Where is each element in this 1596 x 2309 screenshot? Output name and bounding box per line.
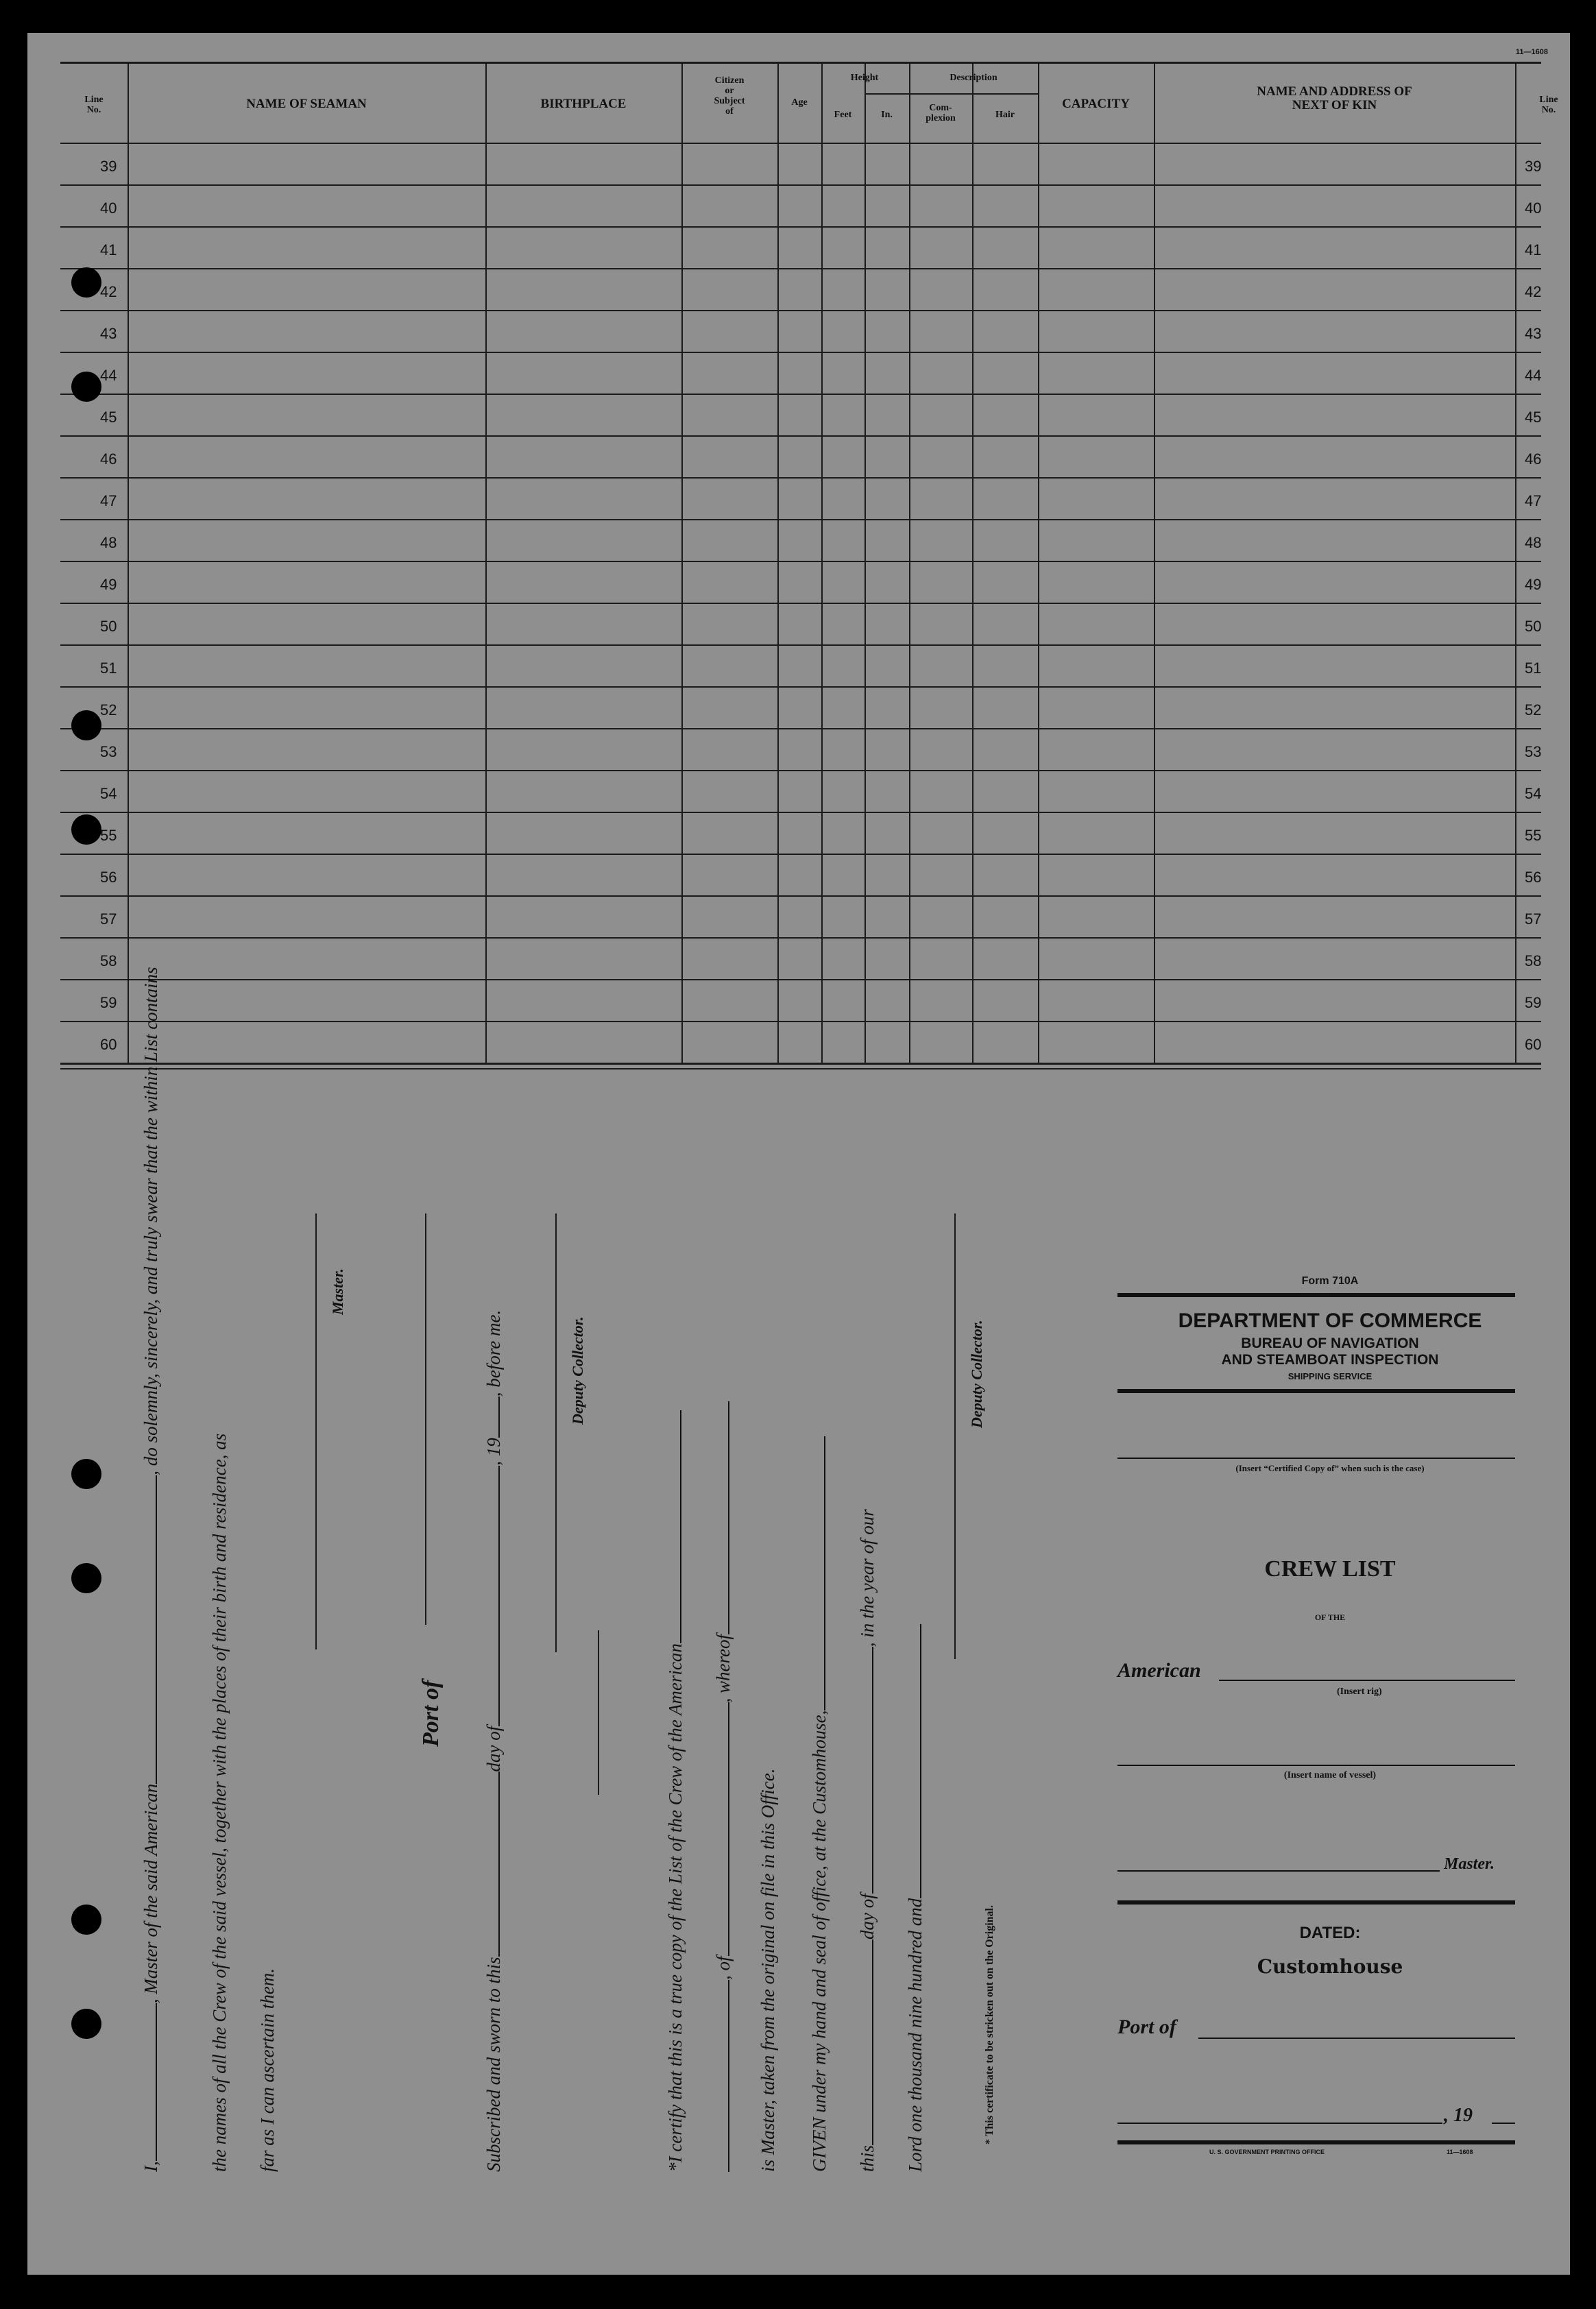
subheader-rule bbox=[864, 93, 1038, 95]
header-bottom-rule bbox=[60, 143, 1541, 144]
of-the-label: OF THE bbox=[1314, 1612, 1346, 1622]
punch-hole bbox=[71, 1459, 101, 1489]
dated-label: DATED: bbox=[1299, 1924, 1361, 1942]
column-line bbox=[909, 62, 910, 1063]
row-number-right: 51 bbox=[1525, 660, 1542, 677]
row-number-right: 60 bbox=[1525, 1036, 1542, 1053]
deputy-collector-line-1 bbox=[555, 1213, 557, 1652]
column-line bbox=[864, 62, 866, 1063]
column-line bbox=[972, 62, 974, 1063]
row-number-left: 57 bbox=[100, 910, 117, 928]
row-number-left: 50 bbox=[100, 618, 117, 635]
column-line bbox=[821, 62, 823, 1063]
row-line bbox=[60, 477, 1541, 479]
cover-port-of-label: Port of bbox=[1117, 2016, 1176, 2038]
row-line bbox=[60, 937, 1541, 939]
date-line bbox=[1117, 2123, 1442, 2124]
row-line bbox=[60, 979, 1541, 980]
row-line bbox=[60, 854, 1541, 855]
row-number-right: 50 bbox=[1525, 618, 1542, 635]
row-number-right: 41 bbox=[1525, 241, 1542, 258]
cover-rule-2 bbox=[1117, 1389, 1515, 1393]
cover-top-rule bbox=[1117, 1293, 1515, 1297]
row-number-right: 54 bbox=[1525, 785, 1542, 802]
certificate-line-5: thisday of, in the year of our bbox=[854, 1509, 878, 2172]
certificate-line-1: *I certify that this is a true copy of the List of the Crew of the American bbox=[662, 1410, 686, 2172]
master-signature-line bbox=[315, 1213, 317, 1649]
header-height: Height bbox=[850, 73, 879, 83]
certified-copy-note: (Insert “Certified Copy of” when such is the case) bbox=[1235, 1463, 1425, 1473]
crew-list-form bbox=[27, 33, 1570, 2275]
row-line bbox=[60, 519, 1541, 520]
certificate-line-6: Lord one thousand nine hundred and bbox=[902, 1624, 926, 2172]
american-label: American bbox=[1117, 1659, 1201, 1682]
row-number-left: 47 bbox=[100, 492, 117, 509]
service-line: SHIPPING SERVICE bbox=[1287, 1371, 1373, 1381]
row-number-left: 56 bbox=[100, 869, 117, 886]
row-number-left: 55 bbox=[100, 827, 117, 844]
row-line bbox=[60, 770, 1541, 771]
row-number-left: 42 bbox=[100, 283, 117, 300]
punch-hole bbox=[71, 267, 101, 298]
row-number-right: 39 bbox=[1525, 158, 1542, 175]
row-line bbox=[60, 352, 1541, 353]
table-bottom-rule-2 bbox=[60, 1068, 1541, 1069]
master-name-line bbox=[1117, 1870, 1440, 1872]
row-line bbox=[60, 268, 1541, 269]
row-line bbox=[60, 394, 1541, 395]
year-label: , 19 bbox=[1444, 2105, 1473, 2126]
vessel-name-line bbox=[1117, 1765, 1515, 1766]
column-line bbox=[1038, 62, 1039, 1063]
row-number-right: 47 bbox=[1525, 492, 1542, 509]
column-line bbox=[485, 62, 487, 1063]
certificate-line-3: is Master, taken from the original on file in this Office. bbox=[758, 1768, 778, 2172]
department-title: DEPARTMENT OF COMMERCE bbox=[1178, 1309, 1482, 1332]
row-number-right: 52 bbox=[1525, 701, 1542, 718]
insert-rig-note: (Insert rig) bbox=[1337, 1687, 1382, 1697]
row-number-right: 44 bbox=[1525, 367, 1542, 384]
cover-rule-3 bbox=[1117, 1900, 1515, 1905]
row-number-left: 40 bbox=[100, 200, 117, 217]
row-line bbox=[60, 603, 1541, 604]
deputy-collector-label-1: Deputy Collector. bbox=[569, 1316, 586, 1425]
certificate-line-2: , of, whereof bbox=[710, 1401, 734, 2172]
header-feet: Feet bbox=[834, 110, 852, 120]
row-line bbox=[60, 1063, 1541, 1064]
port-of-label: Port of bbox=[418, 1680, 444, 1747]
row-line bbox=[60, 644, 1541, 646]
cover-master-label: Master. bbox=[1444, 1855, 1495, 1873]
subscribed-line: Subscribed and sworn to thisday of, 19, before me. bbox=[480, 1310, 505, 2172]
header-line-no-right: Line No. bbox=[1539, 95, 1558, 115]
crew-table bbox=[60, 62, 1558, 1119]
certificate-line-4: GIVEN under my hand and seal of office, at the Customhouse, bbox=[806, 1436, 830, 2172]
row-number-left: 48 bbox=[100, 534, 117, 551]
column-line bbox=[128, 62, 129, 1063]
header-next-of-kin: NAME AND ADDRESS OF NEXT OF KIN bbox=[1257, 84, 1412, 112]
row-number-left: 46 bbox=[100, 450, 117, 468]
row-number-right: 53 bbox=[1525, 743, 1542, 760]
row-number-right: 43 bbox=[1525, 325, 1542, 342]
master-label: Master. bbox=[329, 1268, 346, 1315]
certified-copy-line bbox=[1117, 1458, 1515, 1459]
row-number-left: 52 bbox=[100, 701, 117, 718]
row-number-left: 58 bbox=[100, 952, 117, 969]
row-line bbox=[60, 310, 1541, 311]
row-number-left: 54 bbox=[100, 785, 117, 802]
row-number-right: 49 bbox=[1525, 576, 1542, 593]
header-hair: Hair bbox=[995, 110, 1015, 120]
deputy-collector-label-2: Deputy Collector. bbox=[968, 1320, 985, 1428]
punch-hole bbox=[71, 814, 101, 845]
column-line bbox=[681, 62, 683, 1063]
row-line bbox=[60, 1021, 1541, 1022]
insert-vessel-note: (Insert name of vessel) bbox=[1283, 1770, 1377, 1780]
row-number-left: 49 bbox=[100, 576, 117, 593]
punch-hole bbox=[71, 1563, 101, 1593]
row-number-left: 59 bbox=[100, 994, 117, 1011]
header-description: Description bbox=[950, 73, 998, 83]
row-number-right: 55 bbox=[1525, 827, 1542, 844]
punch-hole bbox=[71, 372, 101, 402]
punch-hole bbox=[71, 710, 101, 740]
header-inches: In. bbox=[881, 110, 893, 120]
punch-hole bbox=[71, 2009, 101, 2039]
rig-line bbox=[1219, 1680, 1515, 1681]
row-number-left: 44 bbox=[100, 367, 117, 384]
column-line bbox=[777, 62, 779, 1063]
row-line bbox=[60, 686, 1541, 688]
row-number-left: 53 bbox=[100, 743, 117, 760]
row-number-left: 39 bbox=[100, 158, 117, 175]
oath-line-3: far as I can ascertain them. bbox=[257, 1968, 278, 2172]
column-line bbox=[1515, 62, 1516, 1063]
row-line bbox=[60, 226, 1541, 228]
oath-line-1: I,, Master of the said American, do solemnly, sincerely, and truly swear that the within List contains bbox=[137, 967, 162, 2172]
header-citizen: Citizen or Subject of bbox=[714, 75, 745, 117]
row-number-right: 45 bbox=[1525, 409, 1542, 426]
row-line bbox=[60, 184, 1541, 186]
form-code-top: 11—1608 bbox=[1515, 48, 1548, 56]
row-number-left: 43 bbox=[100, 325, 117, 342]
row-number-right: 56 bbox=[1525, 869, 1542, 886]
cover-code: 11—1608 bbox=[1447, 2149, 1473, 2155]
header-line-no-left: Line No. bbox=[84, 95, 104, 115]
header-birthplace: BIRTHPLACE bbox=[540, 97, 627, 111]
oath-line-2: the names of all the Crew of the said vessel, together with the places of their birth and residence, as bbox=[209, 1433, 230, 2172]
certificate-footnote: * This certificate to be stricken out on the Original. bbox=[984, 1905, 995, 2144]
row-line bbox=[60, 435, 1541, 437]
row-line bbox=[60, 561, 1541, 562]
row-number-left: 45 bbox=[100, 409, 117, 426]
header-age: Age bbox=[791, 97, 808, 108]
seal-line bbox=[598, 1630, 599, 1795]
crew-list-title: CREW LIST bbox=[1264, 1556, 1396, 1582]
port-of-line bbox=[425, 1213, 426, 1625]
deputy-collector-line-2 bbox=[954, 1213, 956, 1659]
header-name-of-seaman: NAME OF SEAMAN bbox=[246, 97, 367, 111]
header-capacity: CAPACITY bbox=[1062, 97, 1130, 111]
row-number-right: 40 bbox=[1525, 200, 1542, 217]
header-complexion: Com- plexion bbox=[926, 103, 956, 123]
row-number-right: 48 bbox=[1525, 534, 1542, 551]
printing-office: U. S. GOVERNMENT PRINTING OFFICE bbox=[1209, 2149, 1325, 2155]
punch-hole bbox=[71, 1905, 101, 1935]
row-number-left: 41 bbox=[100, 241, 117, 258]
row-line bbox=[60, 728, 1541, 729]
bureau-line-2: AND STEAMBOAT INSPECTION bbox=[1221, 1352, 1439, 1368]
row-number-right: 58 bbox=[1525, 952, 1542, 969]
row-number-right: 46 bbox=[1525, 450, 1542, 468]
cover-bottom-rule bbox=[1117, 2140, 1515, 2144]
row-number-left: 51 bbox=[100, 660, 117, 677]
customhouse-label: Customhouse bbox=[1257, 1955, 1403, 1978]
year-line bbox=[1492, 2123, 1515, 2124]
row-number-left: 60 bbox=[100, 1036, 117, 1053]
row-number-right: 59 bbox=[1525, 994, 1542, 1011]
port-of-line-cover bbox=[1198, 2038, 1515, 2039]
table-top-rule bbox=[60, 62, 1541, 64]
row-line bbox=[60, 812, 1541, 813]
column-line bbox=[1154, 62, 1155, 1063]
row-number-right: 57 bbox=[1525, 910, 1542, 928]
row-line bbox=[60, 895, 1541, 897]
bureau-line-1: BUREAU OF NAVIGATION bbox=[1241, 1335, 1419, 1351]
row-number-right: 42 bbox=[1525, 283, 1542, 300]
form-number: Form 710A bbox=[1301, 1275, 1359, 1287]
